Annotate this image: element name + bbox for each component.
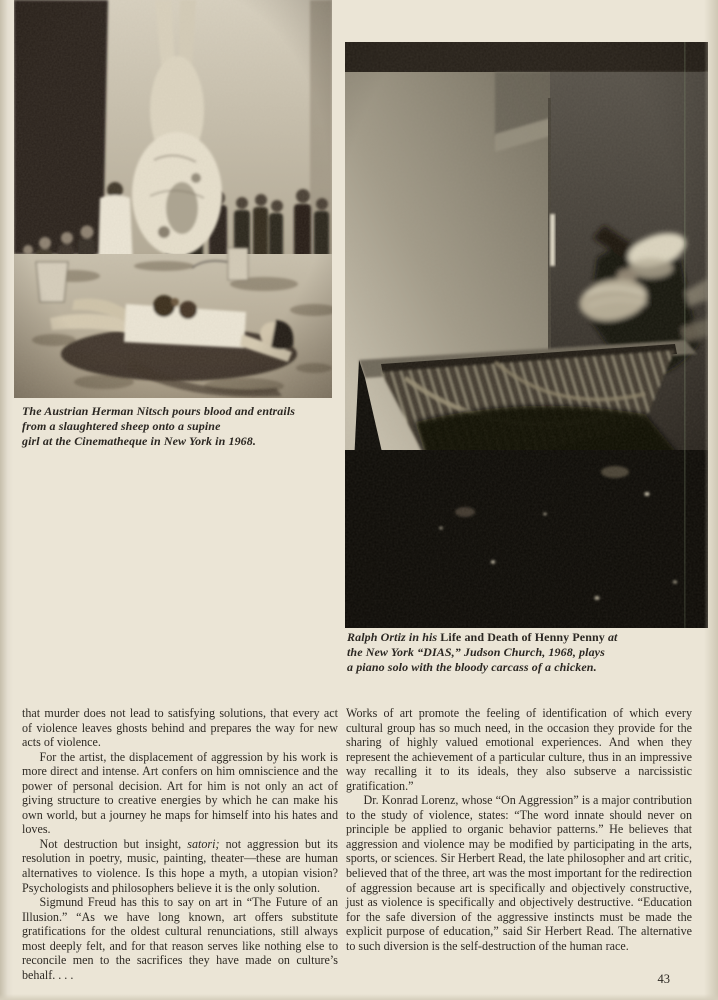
page-number-value: 43 bbox=[657, 972, 670, 986]
body-column-left bbox=[22, 706, 338, 982]
body-column-right bbox=[346, 706, 692, 953]
caption-line: girl at the Cinematheque in New York in 1968. bbox=[22, 433, 256, 448]
paragraph-satori bbox=[22, 837, 338, 895]
ortiz-performance-photo bbox=[345, 42, 708, 628]
caption-segment: Ralph Ortiz in his bbox=[347, 630, 441, 644]
caption-line: the New York “DIAS,” Judson Church, 1968, plays bbox=[347, 644, 605, 659]
ortiz-photo-caption bbox=[347, 630, 703, 674]
paragraph-freud-quote: Sigmund Freud has this to say on art in “The Future of an Illusion.” “As we have long known, art offers substitute gratifications for the oldest cultural renunciations, still always most deeply felt, and for that reason serves like nothing else to reconcile men to the sacrifices they have made on culture’s behalf. . . . bbox=[22, 895, 338, 982]
page-edge-shadow bbox=[704, 0, 718, 1000]
nitsch-photo-caption bbox=[22, 404, 334, 448]
caption-line: The Austrian Herman Nitsch pours blood and entrails bbox=[22, 404, 296, 418]
text-segment: not aggression but its resolution in poetry, music, painting, theater—these are human alternatives to violence. Is this hope a myth, a utopian vision? Psychologists and philosophers believe it is the only solution. bbox=[22, 836, 338, 895]
paragraph-violence-ghosts: that murder does not lead to satisfying solutions, that every act of violence leaves ghosts behind and prepares the way for new acts of violence. bbox=[22, 706, 338, 750]
paragraph-artist-displacement: For the artist, the displacement of aggression by his work is more direct and intense. Art confers on him omniscience and the power of personal decision. Art for him is not only an act of giving structure to creative energies by which he can make his own world, but a journey he maps for himself into his hates and loves. bbox=[22, 749, 338, 837]
page-binding-shadow bbox=[0, 0, 13, 1000]
caption-work-title: Life and Death of Henny Penny bbox=[440, 630, 605, 644]
nitsch-performance-photo bbox=[14, 0, 332, 398]
page-bottom-shadow bbox=[0, 994, 718, 1000]
caption-line bbox=[347, 630, 703, 645]
text-segment: Not destruction but insight, bbox=[39, 836, 188, 851]
caption-line: a piano solo with the bloody carcass of a chicken. bbox=[347, 659, 597, 674]
page-number bbox=[346, 972, 692, 987]
caption-line: from a slaughtered sheep onto a supine bbox=[22, 418, 221, 433]
italic-term-satori: satori; bbox=[187, 836, 220, 851]
caption-segment: at bbox=[604, 630, 618, 644]
paragraph-lorenz-read: Dr. Konrad Lorenz, whose “On Aggression” is a major contribution to the study of violence, states: “The word innate should never on principle be applied to organic behavior patterns.” He believes that aggression and violence may be modified by participating in the arts, sports, or sciences. Sir Herbert Read, the late philosopher and art critic, believed that of the three, art was the most important for the redirection of aggression because art is specifically and objectively constructive, just as violence is specifically and objectively destructive. “Education for the safe diversion of the aggressive instincts must be made the explicit purpose of education,” said Sir Herbert Read. The alternative to such diversion is the self-destruction of the human race. bbox=[346, 793, 692, 953]
paragraph-works-of-art: Works of art promote the feeling of identification of which every cultural group has so much need, in the occasion they provide for the sharing of highly valued emotional experiences. And when they represent the achievement of a particular culture, thus in an impressive way recalling it to its ideals, they also subserve a narcissistic gratification.” bbox=[346, 706, 692, 793]
